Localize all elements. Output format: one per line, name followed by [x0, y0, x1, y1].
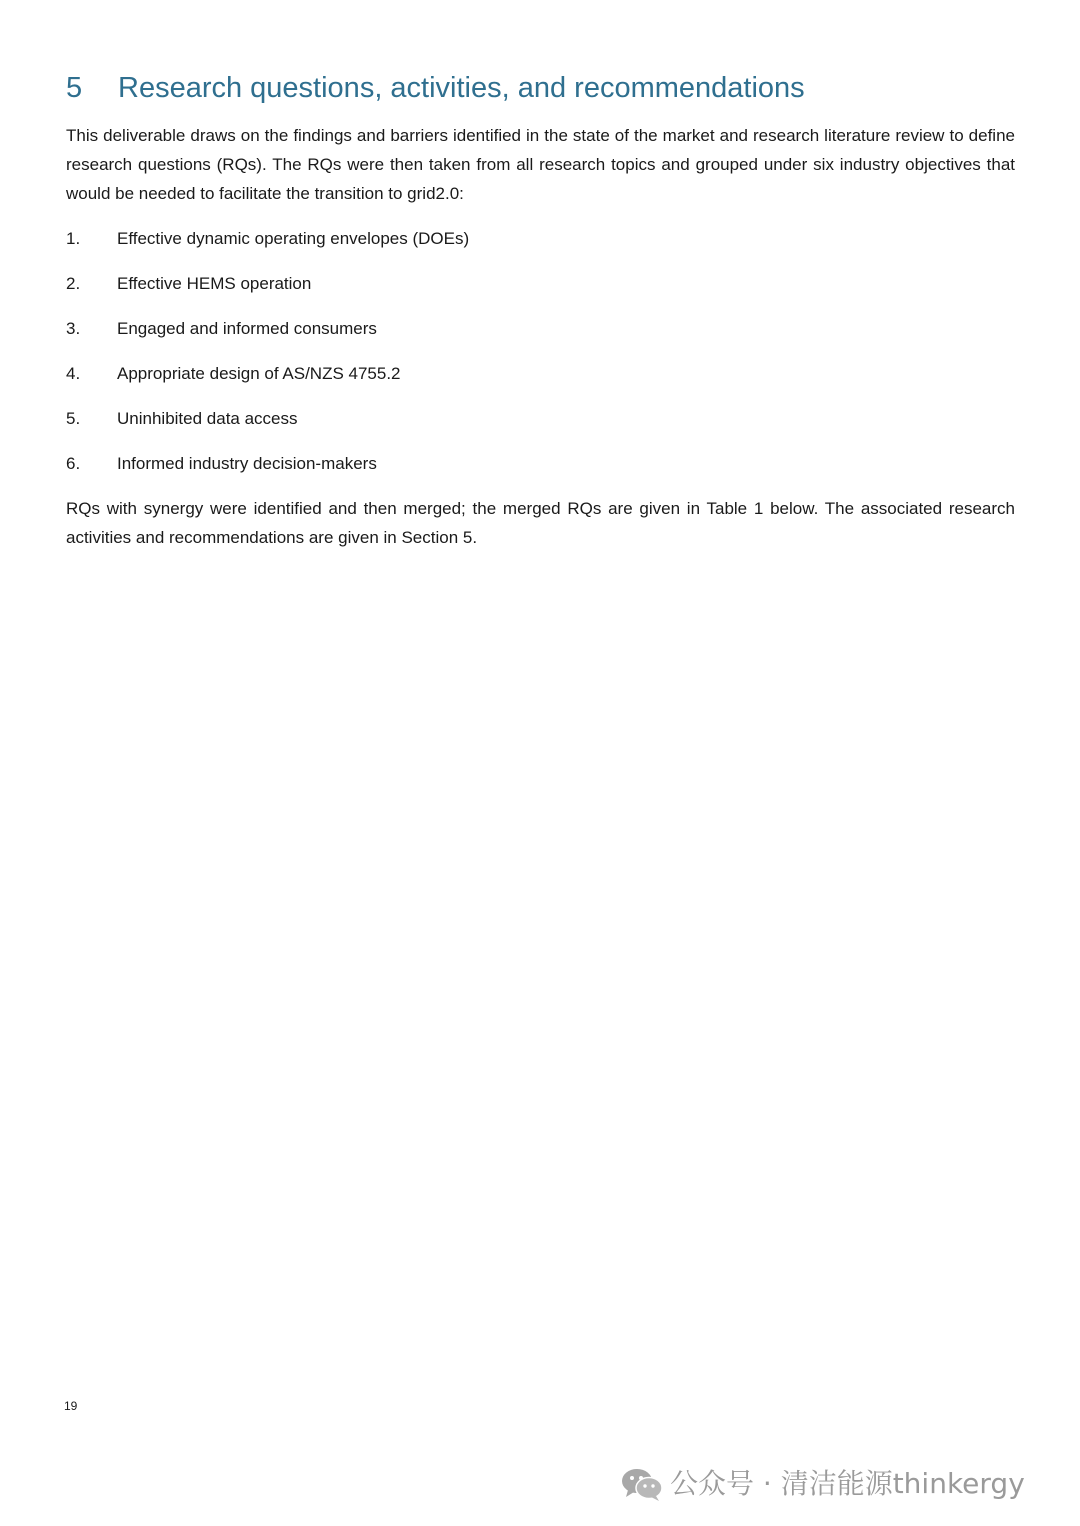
section-heading	[66, 68, 1026, 108]
list-item-number: 5.	[66, 409, 81, 428]
intro-paragraph: This deliverable draws on the findings and barriers identified in the state of the market and research literature review to define research questions (RQs). The RQs were then taken from all research topics and grouped under six industry objectives that would be needed to facilitate the transition to grid2.0:	[66, 126, 1015, 203]
list-item-number: 2.	[66, 274, 81, 293]
list-item-text: Engaged and informed consumers	[117, 319, 377, 338]
watermark-text: 公众号 · 清洁能源thinkergy	[670, 1467, 1025, 1500]
list-item-number: 3.	[66, 319, 81, 338]
page-number: 19	[64, 1399, 78, 1413]
list-item-text: Effective dynamic operating envelopes (DOEs)	[117, 229, 470, 248]
section-title: Research questions, activities, and recommendations	[118, 72, 805, 104]
closing-paragraph: RQs with synergy were identified and then merged; the merged RQs are given in Table 1 below. The associated research activities and recommendations are given in Section 5.	[66, 499, 1015, 547]
section-number: 5	[66, 72, 83, 104]
list-item	[66, 404, 1015, 449]
list-item-text: Effective HEMS operation	[117, 274, 312, 293]
list-item-number: 4.	[66, 364, 81, 383]
list-item-text: Appropriate design of AS/NZS 4755.2	[117, 364, 401, 383]
list-item-text: Informed industry decision-makers	[117, 454, 377, 473]
list-item	[66, 449, 1015, 494]
wechat-icon	[620, 1466, 664, 1502]
list-item-number: 1.	[66, 229, 81, 248]
list-item	[66, 314, 1015, 359]
list-item	[66, 224, 1015, 269]
list-item	[66, 359, 1015, 404]
objectives-list	[66, 224, 1015, 494]
list-item-number: 6.	[66, 454, 81, 473]
list-item-text: Uninhibited data access	[117, 409, 298, 428]
list-item	[66, 269, 1015, 314]
watermark	[620, 1462, 1060, 1506]
